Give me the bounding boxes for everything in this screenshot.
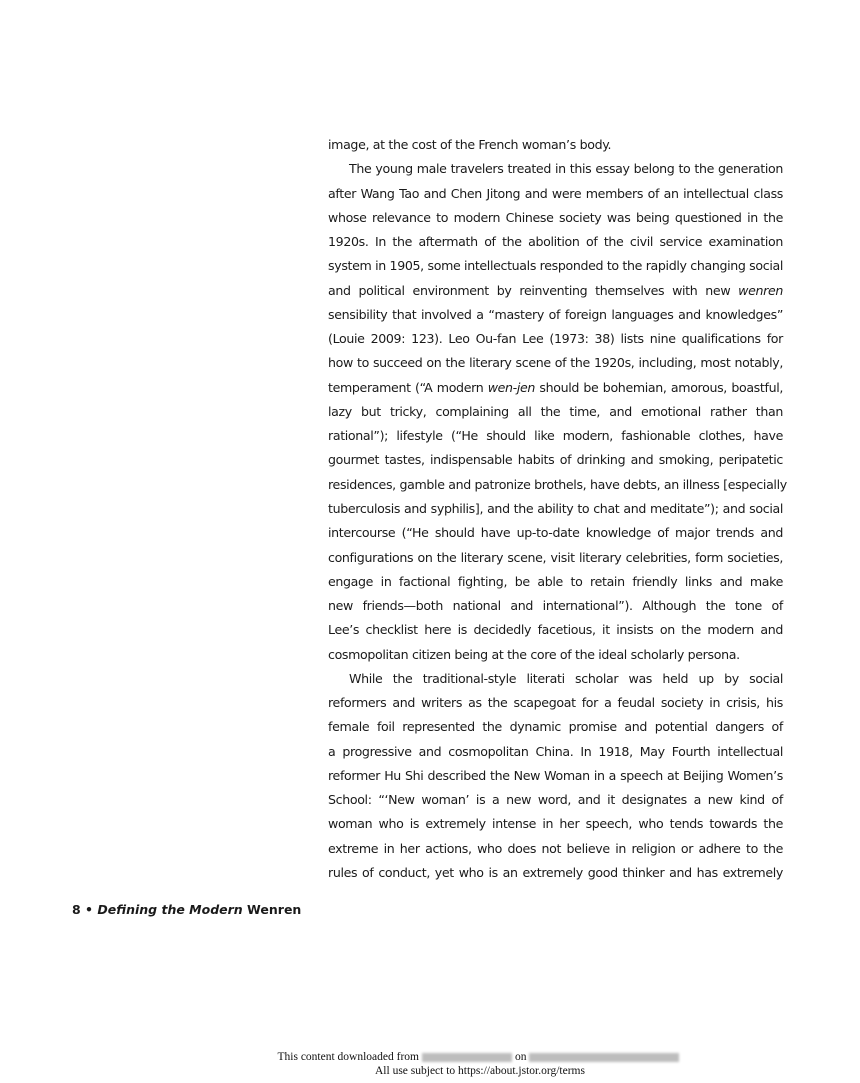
text-line: [328, 279, 783, 303]
text-line: [328, 133, 783, 157]
page-number: 8: [72, 902, 81, 917]
text-segment: (Louie 2009: 123). Leo Ou-fan Lee (1973: 38) lists nine qualifications for: [328, 331, 783, 347]
text-segment: lazy but tricky, complaining all the time, and emotional rather than: [328, 403, 783, 419]
footer-title-roman: Wenren: [242, 902, 302, 917]
text-segment: how to succeed on the literary scene of the 1920s, including, most notably,: [328, 355, 783, 371]
text-line: [328, 715, 783, 739]
text-segment: intercourse (“He should have up-to-date knowledge of major trends and: [328, 525, 783, 541]
text-segment: rules of conduct, yet who is an extremely good thinker and has extremely: [328, 864, 783, 880]
text-line: [328, 327, 783, 351]
text-line: [328, 157, 783, 181]
text-segment: should be bohemian, amorous, boastful,: [535, 379, 784, 395]
text-line: [328, 643, 783, 667]
text-segment: reformers and writers as the scapegoat for a feudal society in crisis, his: [328, 695, 783, 711]
text-segment: woman who is extremely intense in her speech, who tends towards the: [328, 816, 783, 832]
text-segment: system in 1905, some intellectuals responded to the rapidly changing social: [328, 258, 783, 274]
text-segment: whose relevance to modern Chinese society was being questioned in the: [328, 209, 783, 225]
text-line: [328, 230, 783, 254]
text-segment: gourmet tastes, indispensable habits of drinking and smoking, peripatetic: [328, 452, 783, 468]
text-line: [328, 618, 783, 642]
text-line: [328, 764, 783, 788]
running-footer: [72, 902, 301, 917]
text-segment: extreme in her actions, who does not believe in religion or adhere to the: [328, 840, 783, 856]
text-line: [328, 740, 783, 764]
footer-bullet: •: [80, 902, 98, 917]
text-segment: new friends—both national and international”). Although the tone of: [328, 598, 783, 614]
text-line: [328, 182, 783, 206]
text-line: [328, 837, 783, 861]
text-line: [328, 448, 783, 472]
italic-term: wenren: [738, 282, 783, 298]
text-line: [328, 594, 783, 618]
text-segment: a progressive and cosmopolitan China. In 1918, May Fourth intellectual: [328, 743, 783, 759]
redacted-date: [529, 1053, 679, 1062]
notice-on: on: [514, 1051, 527, 1063]
text-segment: 1920s. In the aftermath of the abolition of the civil service examination: [328, 234, 783, 250]
notice-prefix: This content downloaded from: [277, 1051, 419, 1063]
text-segment: Lee’s checklist here is decidedly facetious, it insists on the modern and: [328, 622, 783, 638]
text-line: [328, 497, 783, 521]
italic-term: wen-jen: [487, 379, 536, 395]
text-line: [328, 376, 783, 400]
text-segment: tuberculosis and syphilis], and the ability to chat and meditate”); and social: [328, 500, 783, 516]
body-text: [328, 133, 787, 885]
redacted-ip: [422, 1053, 512, 1062]
text-line: [328, 788, 783, 812]
text-line: [328, 351, 783, 375]
text-segment: cosmopolitan citizen being at the core of the ideal scholarly persona.: [328, 646, 740, 662]
text-line: [328, 861, 783, 885]
text-segment: female foil represented the dynamic promise and potential dangers of: [328, 719, 783, 735]
text-segment: rational”); lifestyle (“He should like modern, fashionable clothes, have: [328, 428, 783, 444]
text-segment: configurations on the literary scene, visit literary celebrities, form societies,: [328, 549, 783, 565]
text-segment: sensibility that involved a “mastery of foreign languages and knowledges”: [328, 306, 783, 322]
text-line: [328, 254, 783, 278]
download-notice-line2: All use subject to https://about.jstor.org/terms: [375, 1065, 585, 1077]
text-line: [328, 400, 783, 424]
text-line: [328, 667, 783, 691]
text-segment: residences, gamble and patronize brothels, have debts, an illness [especially: [328, 476, 787, 492]
text-segment: While the traditional-style literati scholar was held up by social: [349, 670, 783, 686]
text-segment: The young male travelers treated in this essay belong to the generation: [349, 161, 783, 177]
text-line: [328, 424, 783, 448]
text-line: [328, 691, 783, 715]
text-segment: temperament (“A modern: [328, 379, 488, 395]
text-line: [328, 546, 783, 570]
text-line: [328, 473, 787, 497]
text-line: [328, 521, 783, 545]
text-segment: after Wang Tao and Chen Jitong and were members of an intellectual class: [328, 185, 783, 201]
text-segment: School: “‘New woman’ is a new word, and it designates a new kind of: [328, 792, 783, 808]
text-segment: engage in factional fighting, be able to retain friendly links and make: [328, 573, 783, 589]
text-line: [328, 812, 783, 836]
text-segment: reformer Hu Shi described the New Woman in a speech at Beijing Women’s: [328, 767, 783, 783]
text-line: [328, 303, 783, 327]
text-segment: image, at the cost of the French woman’s body.: [328, 137, 612, 152]
text-segment: and political environment by reinventing themselves with new: [328, 282, 739, 298]
text-line: [328, 206, 783, 230]
download-notice-line1: [0, 1051, 860, 1063]
text-line: [328, 570, 783, 594]
footer-title-italic: Defining the Modern: [97, 902, 243, 917]
